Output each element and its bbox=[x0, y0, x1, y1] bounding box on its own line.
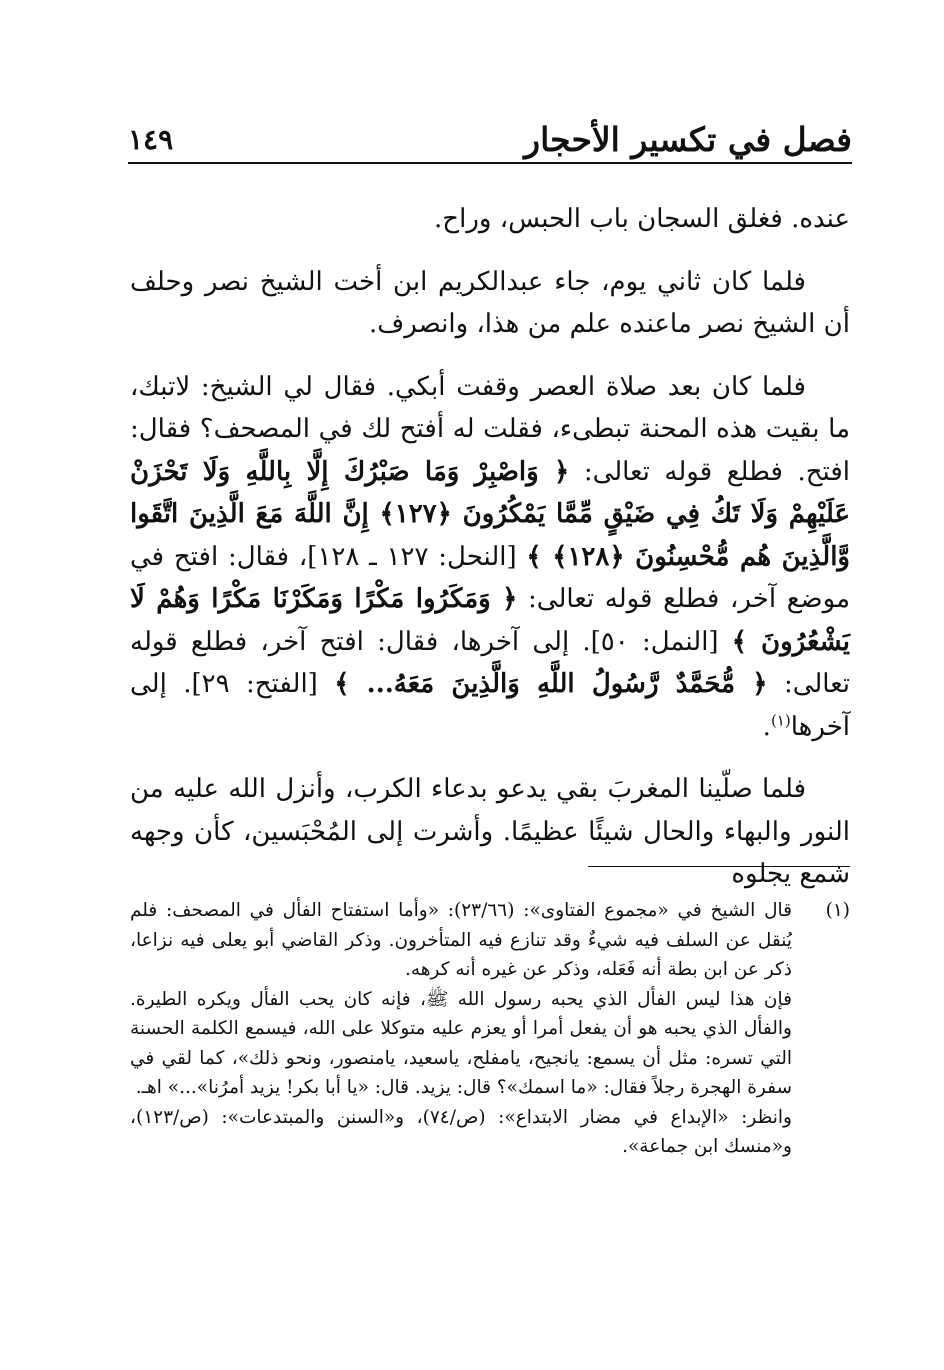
footnote-separator bbox=[588, 866, 850, 867]
quran-verse-nahl: ﴿ وَاصْبِرْ وَمَا صَبْرُكَ إِلَّا بِاللَّهِ وَلَا تَحْزَنْ عَلَيْهِمْ وَلَا تَكُ فِي ضَيْقٍ مِّمَّا يَمْكُرُونَ ﴿١٢٧﴾ إِنَّ اللَّهَ مَعَ الَّذِينَ اتَّقَوا وَّالَّذِينَ هُم مُّحْسِنُونَ ﴿١٢٨﴾ ﴾ bbox=[130, 456, 850, 572]
body-text bbox=[130, 198, 850, 916]
paragraph-3 bbox=[130, 366, 850, 749]
footnote-1-part-1 bbox=[130, 896, 850, 985]
paragraph-3-text-b: [النحل: ١٢٧ ـ ١٢٨]، فقال: افتح في موضع آخر، فطلع قوله تعالى: bbox=[130, 541, 850, 614]
page-number: ١٤٩ bbox=[128, 123, 174, 156]
paragraph-4: فلما صلّينا المغربَ بقي يدعو بدعاء الكرب، وأنزل الله عليه من النور والبهاء والحال شيئًا عظيمًا. وأشرت إلى المُحْبَسين، كأن وجهه شمع يجلوه bbox=[130, 774, 850, 889]
footnote-text-1: قال الشيخ في «مجموع الفتاوى»: (٢٣/٦٦): «وأما استفتاح الفأل في المصحف: فلم يُنقل عن السلف فيه شيءٌ وقد تنازع فيه المتأخرون. وذكر القاضي أبو يعلى فيه نزاعا، ذكر عن ابن بطة أنه فَعَله، وذكر عن غيره أنه كرهه. bbox=[130, 900, 792, 980]
footnotes bbox=[130, 896, 850, 1162]
paragraph-3-text-c: [النمل: ٥٠]. إلى آخرها، فقال: افتح آخر، فطلع قوله تعالى: bbox=[130, 626, 850, 699]
paragraph-3-end: . bbox=[762, 711, 771, 742]
header-rule bbox=[128, 162, 852, 164]
quran-verse-naml: ﴿ وَمَكَرُوا مَكْرًا وَمَكَرْنَا مَكْرًا وَهُمْ لَا يَشْعُرُونَ ﴾ bbox=[130, 584, 851, 657]
paragraph-3-text-d: [الفتح: ٢٩]. إلى آخرها bbox=[130, 669, 850, 742]
footnote-1-part-3: وانظر: «الإبداع في مضار الابتداع»: (ص/٧٤)، و«السنن والمبتدعات»: (ص/١٢٣)، و«منسك ابن جماعة». bbox=[130, 1106, 792, 1157]
paragraph-2: فلما كان ثاني يوم، جاء عبدالكريم ابن أخت الشيخ نصر وحلف أن الشيخ نصر ماعنده علم من هذا، وانصرف. bbox=[130, 266, 850, 339]
quran-verse-fath: ﴿ مُّحَمَّدٌ رَّسُولُ اللَّهِ وَالَّذِينَ مَعَهُ... ﴾ bbox=[334, 669, 768, 699]
page-header bbox=[128, 118, 852, 160]
footnote-number: (١) bbox=[825, 900, 850, 921]
paragraph-1: عنده. فغلق السجان باب الحبس، وراح. bbox=[434, 204, 850, 234]
footnote-reference: (١) bbox=[770, 710, 791, 729]
running-title: فصل في تكسير الأحجار bbox=[524, 120, 852, 159]
footnote-1-part-2: فإن هذا ليس الفأل الذي يحبه رسول الله ﷺ، فإنه كان يحب الفأل ويكره الطيرة. والفأل الذي يحبه هو أن يفعل أمرا أو يعزم عليه متوكلا على الله، فيسمع الكلمة الحسنة التي تسره: مثل أن يسمع: يانجيح، يامفلح، ياسعيد، يامنصور، ونحو ذلك»، كما لقي في سفرة الهجرة رجلاً فقال: «ما اسمك»؟ قال: يزيد. قال: «يا أبا بكر! يزيد أمرُنا»...» اهـ. bbox=[130, 988, 792, 1098]
paragraph-3-text-a: فلما كان بعد صلاة العصر وقفت أبكي. فقال لي الشيخ: لاتبك، ما بقيت هذه المحنة تبطىء، فقلت له أفتح لك في المصحف؟ فقال: افتح. فطلع قوله تعالى: bbox=[130, 371, 850, 487]
